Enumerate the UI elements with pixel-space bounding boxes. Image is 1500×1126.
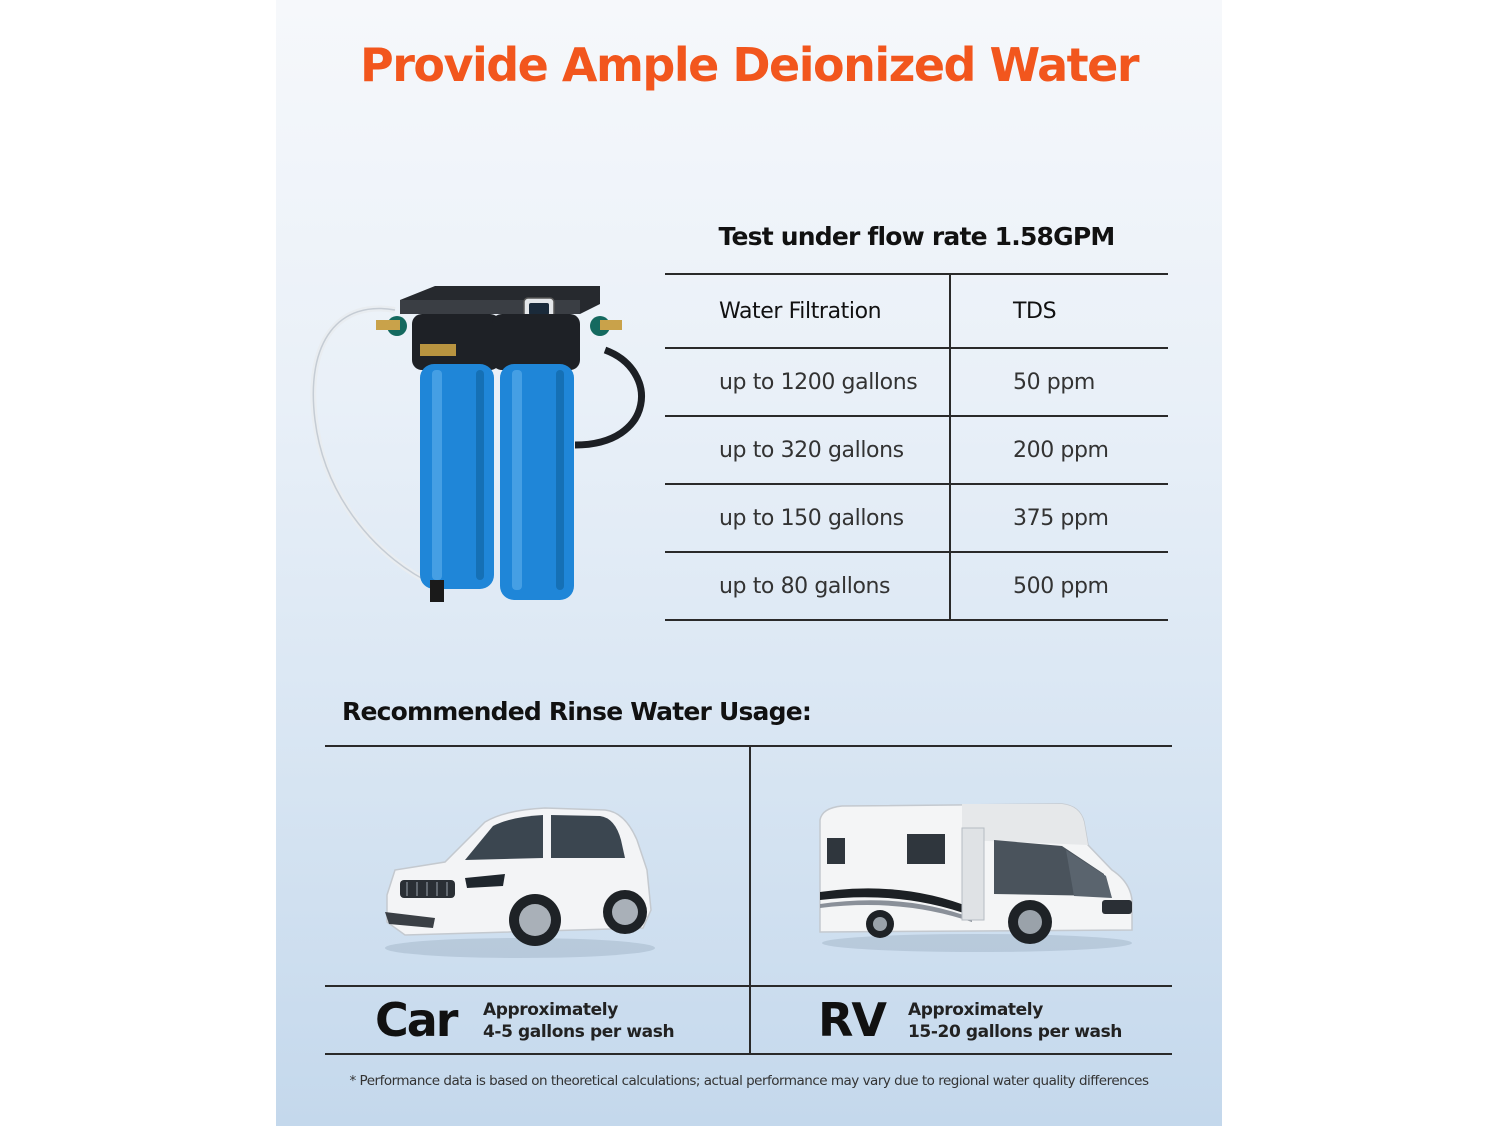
table-row — [665, 348, 1168, 416]
column-divider — [749, 746, 751, 1054]
filtration-cell: up to 1200 gallons — [665, 348, 950, 416]
header-tds: TDS — [950, 274, 1168, 348]
tds-cell: 375 ppm — [950, 484, 1168, 552]
filtration-cell: up to 320 gallons — [665, 416, 950, 484]
flow-test-table — [665, 273, 1168, 621]
flow-test-title: Test under flow rate 1.58GPM — [718, 222, 1115, 251]
header-water-filtration: Water Filtration — [665, 274, 950, 348]
tds-cell: 500 ppm — [950, 552, 1168, 620]
usage-title: Recommended Rinse Water Usage: — [342, 697, 812, 726]
table-header-row — [665, 274, 1168, 348]
filtration-cell: up to 80 gallons — [665, 552, 950, 620]
filtration-cell: up to 150 gallons — [665, 484, 950, 552]
white-suv-image — [375, 800, 660, 960]
table-row — [665, 552, 1168, 620]
headline: Provide Ample Deionized Water — [359, 38, 1139, 92]
footnote: * Performance data is based on theoretical calculations; actual performance may vary due to regional water quality differences — [349, 1073, 1149, 1089]
car-label: Car — [375, 993, 457, 1047]
tds-cell: 200 ppm — [950, 416, 1168, 484]
motorhome-image — [812, 800, 1137, 955]
rv-approx-label: Approximately — [908, 1000, 1043, 1020]
filter-system-image — [300, 280, 660, 610]
rv-label: RV — [818, 993, 886, 1047]
car-gallons: 4-5 gallons per wash — [483, 1022, 675, 1042]
rv-gallons: 15-20 gallons per wash — [908, 1022, 1123, 1042]
tds-cell: 50 ppm — [950, 348, 1168, 416]
car-approx-label: Approximately — [483, 1000, 618, 1020]
table-row — [665, 484, 1168, 552]
table-row — [665, 416, 1168, 484]
